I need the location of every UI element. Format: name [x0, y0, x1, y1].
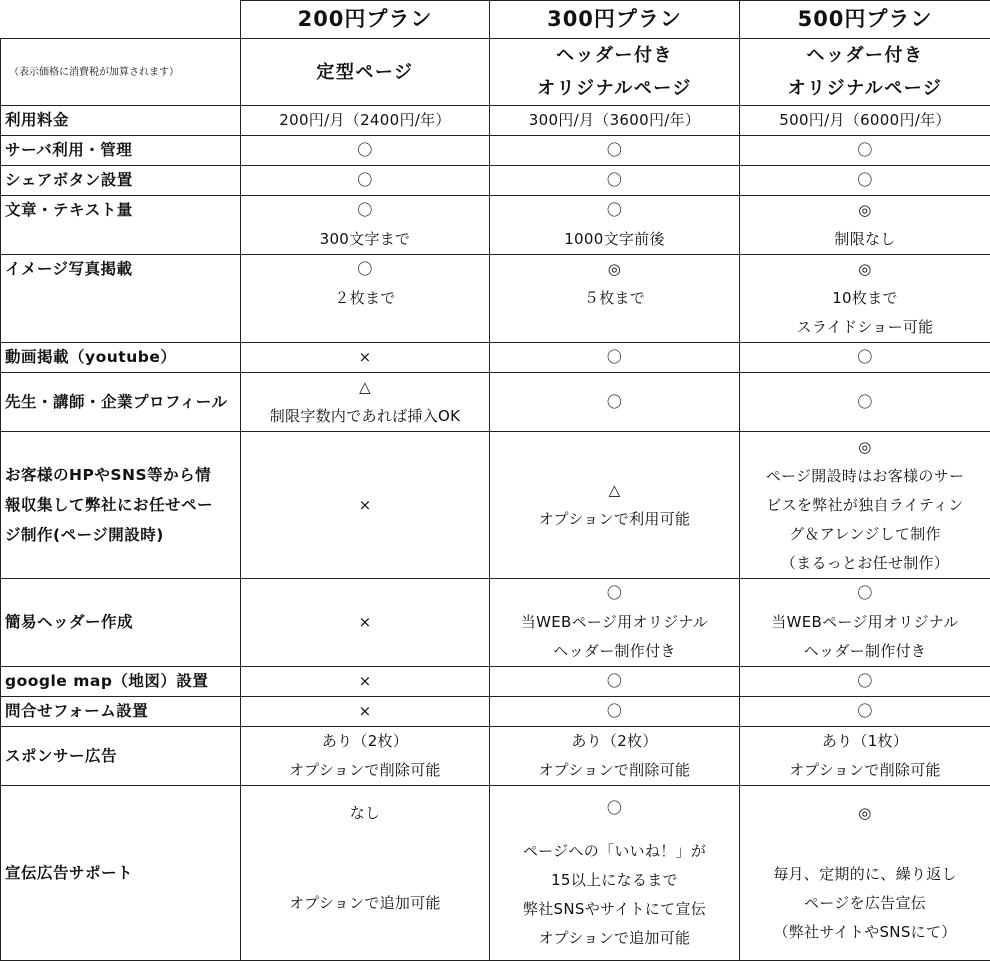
cell-500: 〇 当WEBページ用オリジナル ヘッダー制作付き	[740, 579, 990, 667]
row-image-photos	[1, 255, 990, 343]
cell-200: 200円/月（2400円/年）	[241, 106, 490, 136]
row-share-button	[1, 166, 990, 196]
cell-200: あり（2枚） オプションで削除可能	[241, 727, 490, 786]
cell-300: 〇	[490, 136, 740, 166]
row-price	[1, 106, 990, 136]
plan-300-subtitle: ヘッダー付き オリジナルページ	[490, 39, 740, 106]
plan-200-subtitle: 定型ページ	[241, 39, 490, 106]
row-label: 動画掲載（youtube）	[1, 343, 241, 373]
cell-300: 〇	[490, 667, 740, 697]
row-label: 宣伝広告サポート	[1, 786, 241, 961]
cell-300: 〇	[490, 373, 740, 432]
cell-300: 300円/月（3600円/年）	[490, 106, 740, 136]
cell-200: ×	[241, 432, 490, 579]
row-sponsor-ads	[1, 727, 990, 786]
cell-300: あり（2枚） オプションで削除可能	[490, 727, 740, 786]
cell-300: △ オプションで利用可能	[490, 432, 740, 579]
row-contact-form	[1, 697, 990, 727]
cell-500: ◎ ページ開設時はお客様のサー ビスを弊社が独自ライティン グ＆アレンジして制作 （まるっとお任せ制作）	[740, 432, 990, 579]
cell-200: なし オプションで追加可能	[241, 786, 490, 961]
row-promotion-support	[1, 786, 990, 961]
cell-200: 〇 ２枚まで	[241, 255, 490, 343]
cell-300: 〇 1000文字前後	[490, 196, 740, 255]
cell-200: 〇	[241, 166, 490, 196]
row-label: シェアボタン設置	[1, 166, 241, 196]
row-video	[1, 343, 990, 373]
row-label: お客様のHPやSNS等から情 報収集して弊社にお任せペー ジ制作(ページ開設時)	[1, 432, 241, 579]
corner-cell	[1, 1, 241, 39]
row-label: 問合せフォーム設置	[1, 697, 241, 727]
plan-300-name: 300円プラン	[490, 1, 740, 39]
row-google-map	[1, 667, 990, 697]
cell-200: 〇 300文字まで	[241, 196, 490, 255]
cell-500: ◎ 毎月、定期的に、繰り返し ページを広告宣伝 （弊社サイトやSNSにて）	[740, 786, 990, 961]
row-label: サーバ利用・管理	[1, 136, 241, 166]
cell-300: 〇	[490, 343, 740, 373]
row-text-amount	[1, 196, 990, 255]
cell-500: 〇	[740, 166, 990, 196]
cell-500: ◎ 制限なし	[740, 196, 990, 255]
row-leave-it-to-us	[1, 432, 990, 579]
cell-200: 〇	[241, 136, 490, 166]
row-label: スポンサー広告	[1, 727, 241, 786]
row-header-creation	[1, 579, 990, 667]
row-label: google map（地図）設置	[1, 667, 241, 697]
cell-500: 500円/月（6000円/年）	[740, 106, 990, 136]
cell-500: 〇	[740, 373, 990, 432]
plan-200-name: 200円プラン	[241, 1, 490, 39]
cell-500: 〇	[740, 697, 990, 727]
cell-300: 〇 ページへの「いいね！」が 15以上になるまで 弊社SNSやサイトにて宣伝 オプションで追加可能	[490, 786, 740, 961]
plan-500-name: 500円プラン	[740, 1, 990, 39]
row-label: 文章・テキスト量	[1, 196, 241, 255]
cell-500: 〇	[740, 343, 990, 373]
cell-300: 〇	[490, 697, 740, 727]
cell-200: ×	[241, 667, 490, 697]
row-label: 簡易ヘッダー作成	[1, 579, 241, 667]
cell-300: 〇	[490, 166, 740, 196]
cell-300: ◎ ５枚まで	[490, 255, 740, 343]
plan-500-subtitle: ヘッダー付き オリジナルページ	[740, 39, 990, 106]
cell-200: ×	[241, 579, 490, 667]
cell-200: ×	[241, 697, 490, 727]
row-label: 利用料金	[1, 106, 241, 136]
cell-500: あり（1枚） オプションで削除可能	[740, 727, 990, 786]
row-label: 先生・講師・企業プロフィール	[1, 373, 241, 432]
cell-500: 〇	[740, 136, 990, 166]
row-profile	[1, 373, 990, 432]
cell-500: ◎ 10枚まで スライドショー可能	[740, 255, 990, 343]
row-label: イメージ写真掲載	[1, 255, 241, 343]
cell-500: 〇	[740, 667, 990, 697]
cell-200: ×	[241, 343, 490, 373]
cell-300: 〇 当WEBページ用オリジナル ヘッダー制作付き	[490, 579, 740, 667]
tax-note: （表示価格に消費税が加算されます）	[1, 39, 241, 106]
row-server	[1, 136, 990, 166]
cell-200: △ 制限字数内であれば挿入OK	[241, 373, 490, 432]
